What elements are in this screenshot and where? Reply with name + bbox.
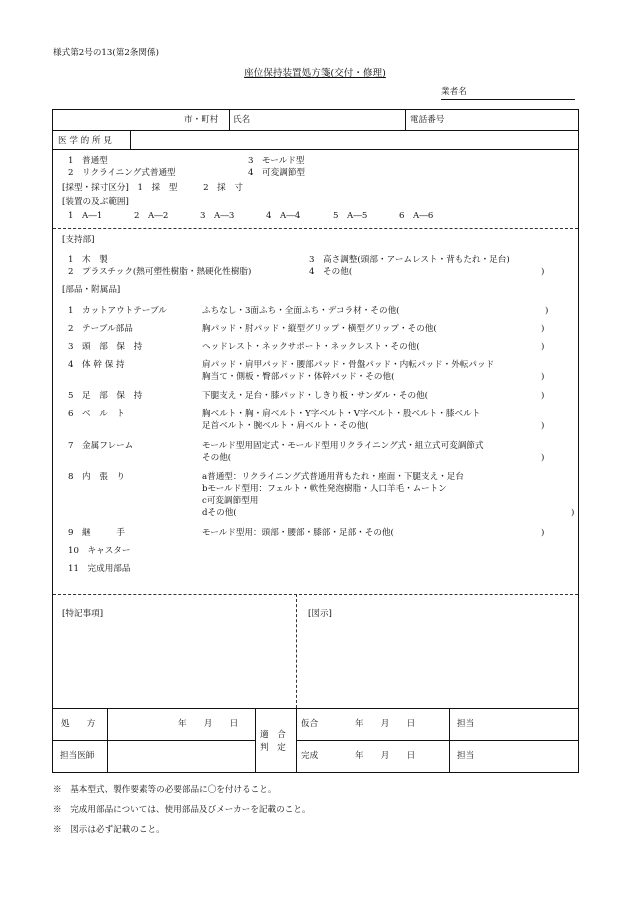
divider xyxy=(53,740,255,741)
part-lining-options[interactable]: dその他( xyxy=(202,508,237,518)
support-height-adjust[interactable]: 3 高さ調整(頭部・アームレスト・背もたれ・足台) xyxy=(309,255,510,265)
type-reclining[interactable]: 2 リクライニング式普通型 xyxy=(68,168,176,178)
part-table-parts: 2 テーブル部品 xyxy=(68,324,133,334)
header-divider xyxy=(405,110,406,130)
divider xyxy=(296,740,578,741)
part-metal-frame-options[interactable]: モールド型用固定式・モールド型用リクライニング式・組立式可変調節式 xyxy=(202,441,484,451)
conformity-label: 適 合 xyxy=(260,730,286,740)
support-wood[interactable]: 1 木 製 xyxy=(68,255,108,265)
part-trunk-support: 4 体 幹 保 持 xyxy=(68,360,125,370)
divider xyxy=(255,708,256,772)
municipality-label: 市・町村 xyxy=(184,115,219,125)
part-cutout-table-options[interactable]: ふちなし・3面ふち・全面ふち・デコラ材・その他( xyxy=(202,306,400,316)
form-title: 座位保持装置処方箋(交付・修理) xyxy=(244,68,386,79)
divider xyxy=(53,149,578,150)
form-number: 様式第2号の13(第2条関係) xyxy=(53,48,159,58)
patient-name-label: 氏名 xyxy=(233,115,251,125)
dashed-divider xyxy=(53,594,578,595)
classification-row: [採型・採寸区分] 1 採 型 2 採 寸 xyxy=(62,183,243,193)
footnote: ※ 図示は必ず記載のこと。 xyxy=(53,825,165,835)
range-option[interactable]: 6 A―6 xyxy=(399,211,434,221)
medical-opinion-label: 医 学 的 所 見 xyxy=(58,136,112,146)
part-lining-options[interactable]: a普通型：リクライニング式普通用背もたれ・座面・下腿支え・足台 xyxy=(202,472,464,482)
provisional-fit-label: 仮合 xyxy=(301,719,319,729)
range-option[interactable]: 4 A―4 xyxy=(266,211,301,221)
paren-close: ) xyxy=(541,342,545,352)
part-belt-options[interactable]: 足首ベルト・腕ベルト・肩ベルト・その他( xyxy=(202,421,369,431)
part-belt-options[interactable]: 胸ベルト・胸・肩ベルト・Y字ベルト・V字ベルト・股ベルト・膝ベルト xyxy=(202,409,481,419)
vendor-name-field[interactable]: 業者名 xyxy=(441,87,575,100)
provisional-date-field[interactable]: 年 月 日 xyxy=(355,719,416,729)
part-metal-frame: 7 金属フレーム xyxy=(68,441,134,451)
dashed-divider xyxy=(296,594,297,708)
paren-close: ) xyxy=(541,372,545,382)
footnote: ※ 完成用部品については、使用部品及びメーカーを記載のこと。 xyxy=(53,805,311,815)
paren-close: ) xyxy=(541,267,545,277)
range-label: [装置の及ぶ範囲] xyxy=(62,197,129,207)
completed-staff-field[interactable]: 担当 xyxy=(457,751,475,761)
paren-close: ) xyxy=(541,453,545,463)
paren-close: ) xyxy=(541,324,545,334)
support-other[interactable]: 4 その他( xyxy=(309,267,353,277)
footnote: ※ 基本型式、製作要素等の必要部品に〇を付けること。 xyxy=(53,785,277,795)
phone-label: 電話番号 xyxy=(410,115,445,125)
part-foot-support: 5 足 部 保 持 xyxy=(68,391,143,401)
paren-close: ) xyxy=(541,528,545,538)
paren-close: ) xyxy=(541,391,545,401)
part-head-support: 3 頭 部 保 持 xyxy=(68,342,143,352)
completed-label: 完成 xyxy=(301,751,319,761)
parts-heading: [部品・附属品] xyxy=(62,285,121,295)
divider xyxy=(53,130,578,131)
part-head-support-options[interactable]: ヘッドレスト・ネックサポート・ネックレスト・その他( xyxy=(202,342,420,352)
part-belt: 6 ベ ル ト xyxy=(68,409,126,419)
range-option[interactable]: 2 A―2 xyxy=(134,211,169,221)
part-lining-options[interactable]: c可変調節型用 xyxy=(202,496,259,506)
part-cutout-table: 1 カットアウトテーブル xyxy=(68,306,167,316)
support-heading: [支持部] xyxy=(62,235,95,245)
part-lining-options[interactable]: bモールド型用：フェルト・軟性発泡樹脂・人口羊毛・ムートン xyxy=(202,484,447,494)
part-table-parts-options[interactable]: 胸パッド・肘パッド・縦型グリップ・横型グリップ・その他( xyxy=(202,324,437,334)
divider xyxy=(130,130,131,149)
provisional-staff-field[interactable]: 担当 xyxy=(457,719,475,729)
dashed-divider xyxy=(53,228,578,229)
part-finished-parts[interactable]: 11 完成用部品 xyxy=(68,564,131,574)
paren-close: ) xyxy=(545,306,549,316)
range-option[interactable]: 5 A―5 xyxy=(333,211,368,221)
prescription-label: 処 方 xyxy=(61,719,96,729)
part-lining: 8 内 張 り xyxy=(68,472,126,482)
range-option[interactable]: 3 A―3 xyxy=(200,211,235,221)
completed-date-field[interactable]: 年 月 日 xyxy=(355,751,416,761)
range-option[interactable]: 1 A―1 xyxy=(68,211,103,221)
diagram-label: [図示] xyxy=(308,609,332,619)
type-molded[interactable]: 3 モールド型 xyxy=(248,156,305,166)
prescription-form-frame xyxy=(52,109,579,773)
doctor-label: 担当医師 xyxy=(60,751,95,761)
part-metal-frame-options[interactable]: その他( xyxy=(202,453,232,463)
part-trunk-support-options[interactable]: 肩パッド・肩甲パッド・腰部パッド・骨盤パッド・内転パッド・外転パッド xyxy=(202,360,495,370)
part-caster[interactable]: 10 キャスター xyxy=(68,546,131,556)
type-normal[interactable]: 1 普通型 xyxy=(68,156,108,166)
paren-close: ) xyxy=(541,421,545,431)
type-adjustable[interactable]: 4 可変調節型 xyxy=(248,168,306,178)
prescription-date-field[interactable]: 年 月 日 xyxy=(178,719,239,729)
paren-close: ) xyxy=(571,508,575,518)
support-plastic[interactable]: 2 プラスチック(熱可塑性樹脂・熱硬化性樹脂) xyxy=(68,267,252,277)
part-joint: 9 継 手 xyxy=(68,528,126,538)
judgment-label: 判 定 xyxy=(260,743,286,753)
part-joint-options[interactable]: モールド型用：頭部・腰部・膝部・足部・その他( xyxy=(202,528,394,538)
part-foot-support-options[interactable]: 下腿支え・足台・膝パッド・しきり板・サンダル・その他( xyxy=(202,391,429,401)
header-divider xyxy=(229,110,230,130)
divider xyxy=(53,708,578,709)
special-notes-label: [特記事項] xyxy=(62,609,104,619)
part-trunk-support-options[interactable]: 胸当て・側板・臀部パッド・体幹パッド・その他( xyxy=(202,372,395,382)
